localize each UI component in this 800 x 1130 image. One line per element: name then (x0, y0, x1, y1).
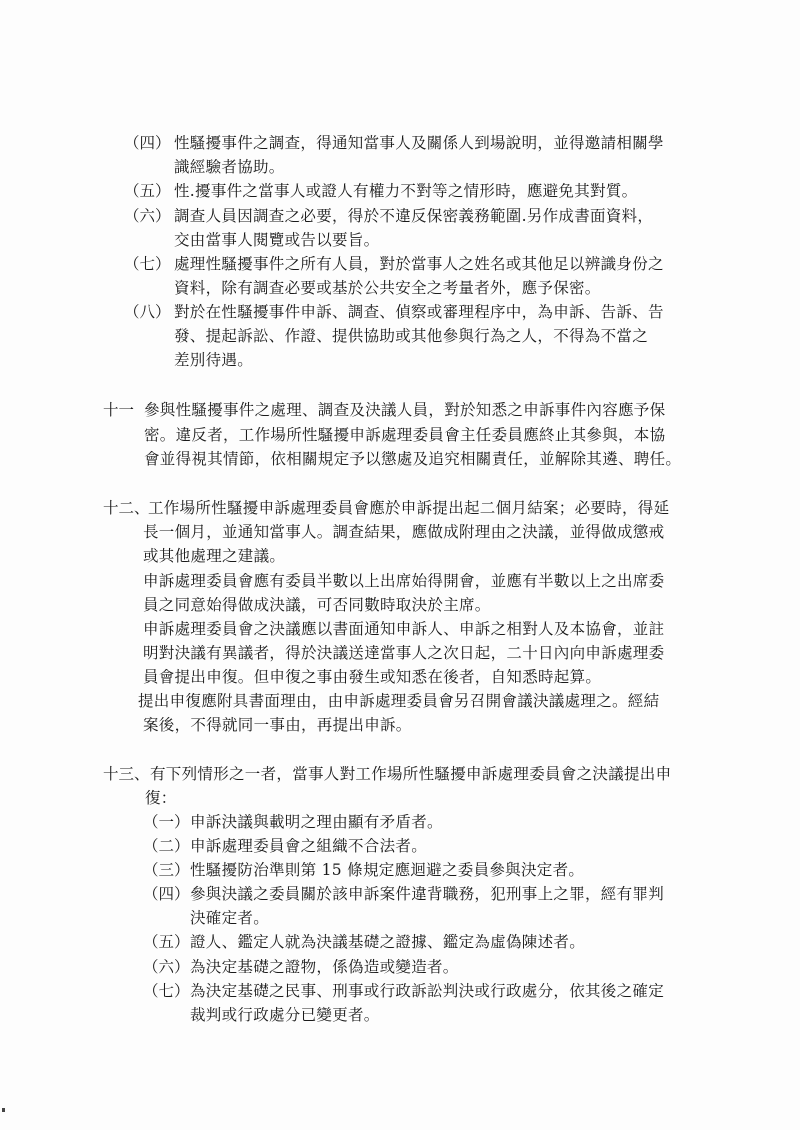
item-marker: （六） (143, 958, 190, 976)
item-line: 對於在性騷擾事件申訴、調查、偵察或審理程序中，為申訴、告訴、告 (174, 303, 664, 321)
item-line: 交由當事人閱覽或告以要旨。 (174, 231, 380, 249)
item-line: 差別待遇。 (174, 351, 254, 369)
section-marker: 十二、 (103, 499, 150, 517)
item-marker: （三） (143, 861, 190, 879)
item-marker: （七） (143, 982, 190, 1000)
item-marker: （五） (124, 182, 171, 200)
item-marker: （六） (124, 207, 171, 225)
item-line: 處理性騷擾事件之所有人員，對於當事人之姓名或其他足以辨識身份之 (174, 255, 664, 273)
section-line: 工作場所性騷擾申訴處理委員會應於申訴提出起二個月結案；必要時，得延 (148, 499, 670, 517)
item-line: 性.擾事件之當事人或證人有權力不對等之情形時，應避免其對質。 (174, 182, 638, 200)
item-marker: （四） (143, 885, 190, 903)
section-line: 員會提出申復。但申復之事由發生或知悉在後者，自知悉時起算。 (143, 668, 602, 686)
item-line: 性騷擾防治準則第 15 條規定應迴避之委員參與決定者。 (190, 861, 585, 879)
section-line: 有下列情形之一者，當事人對工作場所性騷擾申訴處理委員會之決議提出申 (150, 765, 672, 783)
item-line: 申訴處理委員會之組織不合法者。 (190, 837, 428, 855)
section-marker: 十一 (103, 401, 135, 419)
section-line: 密。違反者，工作場所性騷擾申訴處理委員會主任委員應終止其參與，本協 (144, 426, 666, 444)
item-marker: （八） (124, 303, 171, 321)
section-line: 員之同意始得做成決議，可否同數時取決於主席。 (143, 596, 491, 614)
item-marker: （四） (124, 134, 171, 152)
item-line: 識經驗者協助。 (174, 158, 285, 176)
item-line: 調查人員因調查之必要，得於不違反保密義務範圍.另作成書面資料， (174, 207, 654, 225)
section-line: 申訴處理委員會應有委員半數以上出席始得開會，並應有半數以上之出席委 (143, 572, 665, 590)
section-line: 或其他處理之建議。 (143, 547, 286, 565)
item-line: 裁判或行政處分已變更者。 (190, 1006, 380, 1024)
item-marker: （一） (143, 813, 190, 831)
item-line: 資料，除有調查必要或基於公共安全之考量者外，應予保密。 (174, 279, 601, 297)
item-marker: （五） (143, 933, 190, 951)
item-line: 證人、鑑定人就為決議基礎之證據、鑑定為虛偽陳述者。 (190, 933, 586, 951)
section-line: 長一個月，並通知當事人。調查結果，應做成附理由之決議，並得做成懲戒 (143, 523, 665, 541)
scan-speck (2, 1108, 5, 1112)
section-line: 提出申復應附具書面理由，由申訴處理委員會另召開會議決議處理之。經結 (138, 692, 660, 710)
section-marker: 十三、 (103, 765, 150, 783)
section-line: 參與性騷擾事件之處理、調查及決議人員，對於知悉之申訴事件內容應予保 (144, 401, 666, 419)
item-line: 參與決議之委員關於該申訴案件違背職務，犯刑事上之罪，經有罪判 (190, 885, 665, 903)
item-line: 為決定基礎之證物，係偽造或變造者。 (190, 958, 459, 976)
section-line: 明對決議有異議者，得於決議送達當事人之次日起，二十日內向申訴處理委 (143, 644, 665, 662)
section-line: 會並得視其情節，依相關規定予以懲處及追究相關責任，並解除其遴、聘任。 (144, 450, 682, 468)
item-line: 申訴決議與載明之理由顯有矛盾者。 (190, 813, 443, 831)
item-line: 為決定基礎之民事、刑事或行政訴訟判決或行政處分，依其後之確定 (190, 982, 665, 1000)
item-line: 決確定者。 (190, 909, 270, 927)
section-line: 復： (145, 789, 177, 807)
item-marker: （二） (143, 837, 190, 855)
item-marker: （七） (124, 255, 171, 273)
section-line: 申訴處理委員會之決議應以書面通知申訴人、申訴之相對人及本協會，並註 (143, 620, 665, 638)
item-line: 性騷擾事件之調查，得通知當事人及關係人到場說明，並得邀請相關學 (174, 134, 664, 152)
section-line: 案後，不得就同一事由，再提出申訴。 (143, 716, 412, 734)
item-line: 發、提起訴訟、作證、提供協助或其他參與行為之人，不得為不當之 (174, 327, 649, 345)
